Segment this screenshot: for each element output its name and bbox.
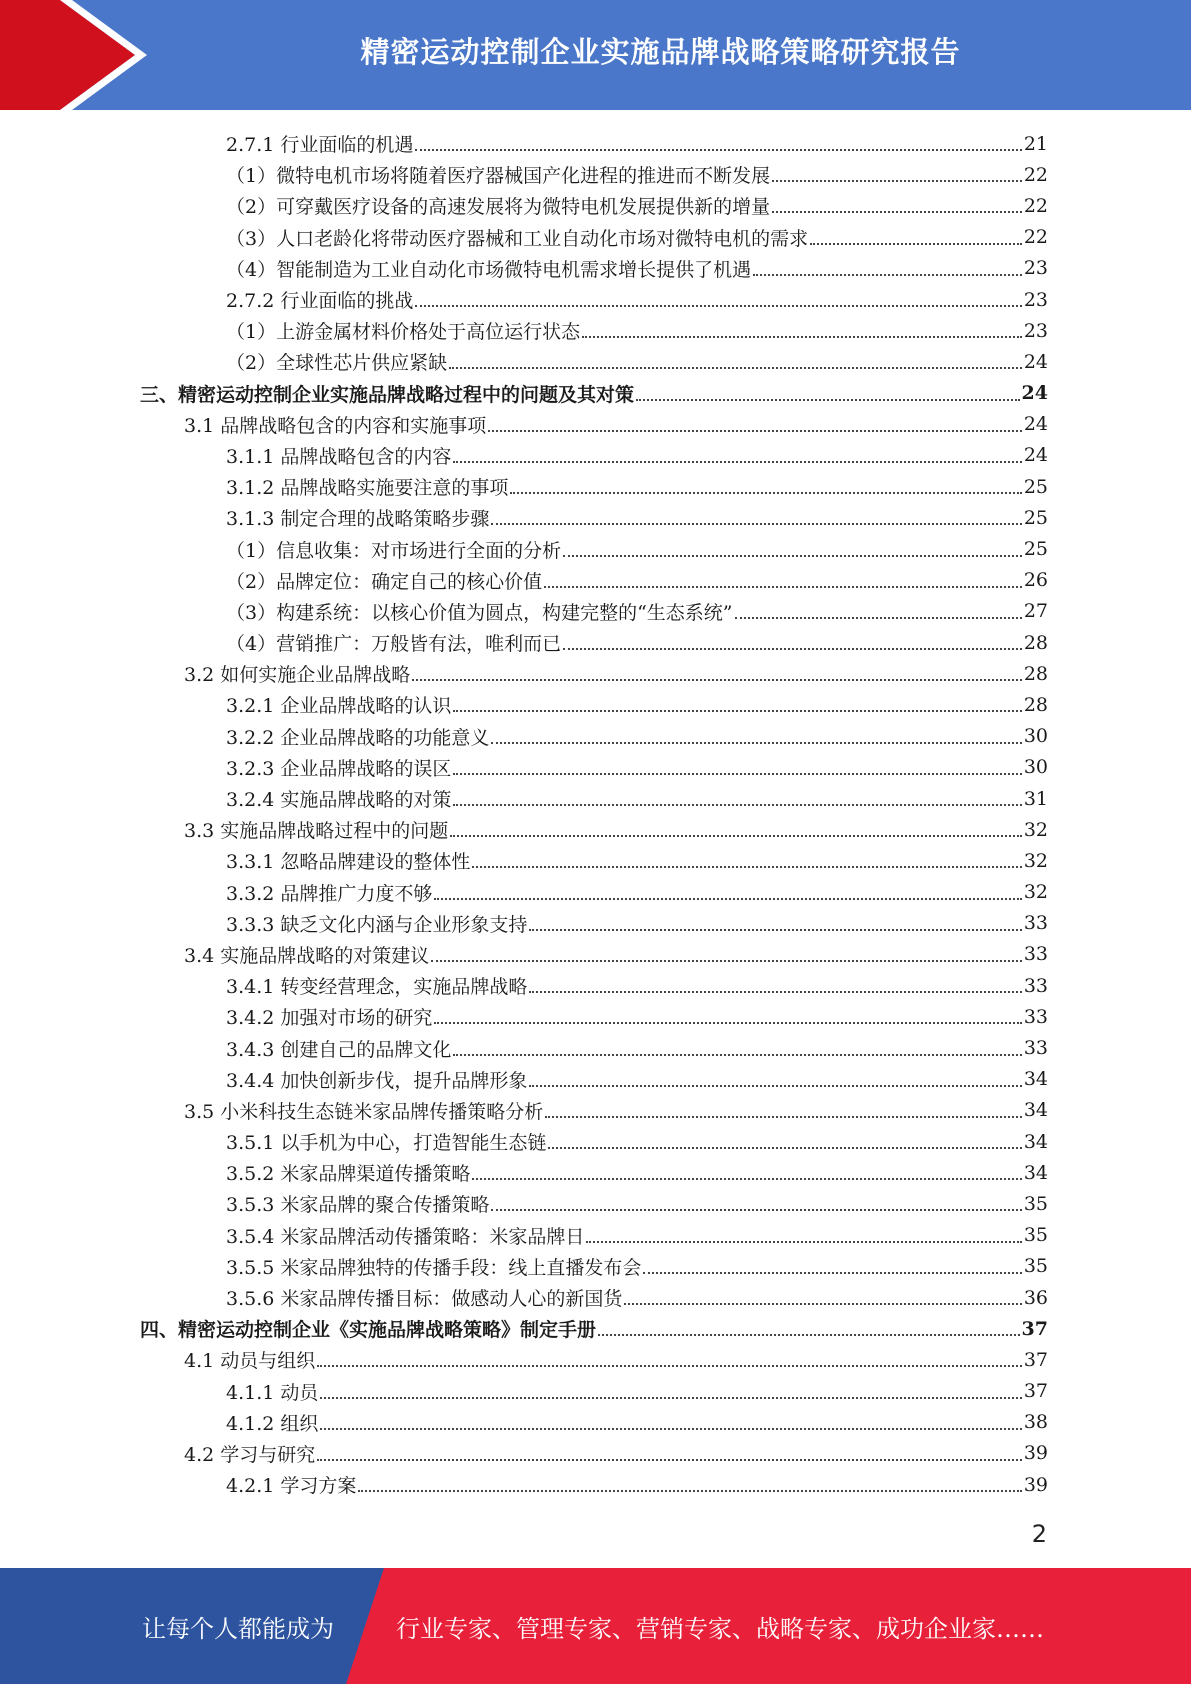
toc-entry[interactable] xyxy=(140,190,1048,221)
toc-entry-label: 3.5.6 米家品牌传播目标：做感动人心的新国货 xyxy=(226,1288,623,1311)
toc-entry-label: （4）智能制造为工业自动化市场微特电机需求增长提供了机遇 xyxy=(226,258,752,281)
toc-dot-leader xyxy=(415,286,1021,307)
toc-entry[interactable] xyxy=(140,471,1048,502)
toc-dot-leader xyxy=(582,317,1022,338)
toc-entry-label: 4.2.1 学习方案 xyxy=(226,1475,357,1498)
toc-dot-leader xyxy=(563,536,1022,557)
toc-entry-label: （4）营销推广：万般皆有法，唯利而已 xyxy=(226,633,562,656)
toc-entry-page: 28 xyxy=(1023,631,1048,654)
toc-entry-page: 32 xyxy=(1023,818,1048,841)
toc-entry-label: 3.4.1 转变经营理念，实施品牌战略 xyxy=(226,976,528,999)
table-of-contents xyxy=(140,128,1048,1500)
toc-entry[interactable] xyxy=(140,565,1048,596)
toc-entry-page: 25 xyxy=(1023,475,1048,498)
toc-entry-label: 3.2.1 企业品牌战略的认识 xyxy=(226,695,452,718)
toc-entry[interactable] xyxy=(140,1376,1048,1407)
toc-dot-leader xyxy=(488,411,1022,432)
toc-entry-page: 25 xyxy=(1023,538,1048,561)
toc-entry-page: 30 xyxy=(1023,756,1048,779)
toc-dot-leader xyxy=(358,1471,1021,1492)
toc-entry[interactable] xyxy=(140,533,1048,564)
toc-entry[interactable] xyxy=(140,1282,1048,1313)
toc-dot-leader xyxy=(586,1222,1021,1243)
toc-dot-leader xyxy=(453,785,1021,806)
toc-entry[interactable] xyxy=(140,1313,1048,1344)
toc-entry-page: 28 xyxy=(1023,693,1048,716)
toc-entry[interactable] xyxy=(140,721,1048,752)
page-footer xyxy=(0,1568,1191,1684)
toc-entry-page: 33 xyxy=(1023,1037,1048,1060)
toc-entry-label: 三、精密运动控制企业实施品牌战略过程中的问题及其对策 xyxy=(140,383,635,406)
toc-dot-leader xyxy=(320,1409,1021,1430)
toc-entry-label: （2）可穿戴医疗设备的高速发展将为微特电机发展提供新的增量 xyxy=(226,196,771,219)
toc-entry-label: （2）品牌定位：确定自己的核心价值 xyxy=(226,570,543,593)
toc-entry[interactable] xyxy=(140,222,1048,253)
toc-entry-label: 3.4.2 加强对市场的研究 xyxy=(226,1007,433,1030)
toc-entry-page: 36 xyxy=(1023,1286,1048,1309)
toc-entry-page: 33 xyxy=(1023,1005,1048,1028)
footer-slogan-left: 让每个人都能成为 xyxy=(142,1614,334,1643)
toc-entry-page: 24 xyxy=(1021,382,1048,405)
toc-dot-leader xyxy=(317,1346,1022,1367)
toc-entry-page: 22 xyxy=(1023,163,1048,186)
toc-entry[interactable] xyxy=(140,970,1048,1001)
toc-dot-leader xyxy=(563,629,1022,650)
toc-entry[interactable] xyxy=(140,814,1048,845)
toc-dot-leader xyxy=(636,380,1020,401)
toc-entry[interactable] xyxy=(140,1469,1048,1500)
toc-entry-page: 24 xyxy=(1023,413,1048,436)
toc-entry-page: 34 xyxy=(1023,1068,1048,1091)
toc-entry-page: 35 xyxy=(1023,1192,1048,1215)
toc-entry-page: 30 xyxy=(1023,725,1048,748)
toc-entry-label: 4.1.1 动员 xyxy=(226,1381,319,1404)
toc-entry[interactable] xyxy=(140,689,1048,720)
toc-dot-leader xyxy=(320,1378,1021,1399)
toc-entry-label: 3.5.1 以手机为中心，打造智能生态链 xyxy=(226,1132,547,1155)
toc-dot-leader xyxy=(453,754,1021,775)
toc-entry-label: 3.1.3 制定合理的战略策略步骤 xyxy=(226,508,490,531)
toc-entry-page: 32 xyxy=(1023,881,1048,904)
toc-dot-leader xyxy=(472,1159,1021,1180)
toc-entry-label: 四、精密运动控制企业《实施品牌战略策略》制定手册 xyxy=(140,1319,597,1342)
toc-entry[interactable] xyxy=(140,346,1048,377)
toc-entry-label: （1）上游金属材料价格处于高位运行状态 xyxy=(226,321,581,344)
toc-dot-leader xyxy=(544,567,1022,588)
toc-entry[interactable] xyxy=(140,315,1048,346)
toc-dot-leader xyxy=(491,723,1021,744)
toc-entry-page: 32 xyxy=(1023,849,1048,872)
toc-dot-leader xyxy=(412,660,1022,681)
toc-entry-page: 25 xyxy=(1023,506,1048,529)
toc-entry[interactable] xyxy=(140,783,1048,814)
toc-entry-label: （2）全球性芯片供应紧缺 xyxy=(226,352,448,375)
toc-entry-page: 34 xyxy=(1023,1161,1048,1184)
toc-entry[interactable] xyxy=(140,440,1048,471)
toc-entry-label: 3.4 实施品牌战略的对策建议 xyxy=(184,944,430,967)
toc-dot-leader xyxy=(434,879,1021,900)
toc-dot-leader xyxy=(598,1315,1020,1336)
toc-entry[interactable] xyxy=(140,502,1048,533)
footer-slogan-right: 行业专家、管理专家、营销专家、战略专家、成功企业家…… xyxy=(396,1614,1044,1643)
toc-entry-label: 2.7.2 行业面临的挑战 xyxy=(226,290,414,313)
toc-dot-leader xyxy=(450,816,1022,837)
toc-dot-leader xyxy=(510,473,1021,494)
toc-entry-label: 4.1 动员与组织 xyxy=(184,1350,316,1373)
toc-dot-leader xyxy=(449,348,1022,369)
toc-entry[interactable] xyxy=(140,1220,1048,1251)
toc-dot-leader xyxy=(317,1440,1022,1461)
toc-entry-page: 21 xyxy=(1023,132,1048,155)
toc-entry[interactable] xyxy=(140,596,1048,627)
toc-entry-page: 24 xyxy=(1023,350,1048,373)
toc-entry-page: 28 xyxy=(1023,662,1048,685)
toc-entry-page: 23 xyxy=(1023,288,1048,311)
toc-entry[interactable] xyxy=(140,877,1048,908)
toc-entry-label: 3.4.3 创建自己的品牌文化 xyxy=(226,1038,452,1061)
toc-entry-page: 24 xyxy=(1023,444,1048,467)
toc-entry[interactable] xyxy=(140,284,1048,315)
toc-entry-page: 33 xyxy=(1023,943,1048,966)
toc-entry-page: 22 xyxy=(1023,226,1048,249)
toc-entry-label: 3.1 品牌战略包含的内容和实施事项 xyxy=(184,414,487,437)
toc-entry-label: 3.2.4 实施品牌战略的对策 xyxy=(226,789,452,812)
toc-dot-leader xyxy=(434,1003,1021,1024)
toc-entry-label: 3.3 实施品牌战略过程中的问题 xyxy=(184,820,449,843)
toc-entry[interactable] xyxy=(140,1095,1048,1126)
toc-entry-page: 26 xyxy=(1023,569,1048,592)
toc-entry[interactable] xyxy=(140,1438,1048,1469)
toc-entry-label: 3.2.2 企业品牌战略的功能意义 xyxy=(226,726,490,749)
toc-entry-label: 4.1.2 组织 xyxy=(226,1412,319,1435)
toc-entry-label: 3.4.4 加快创新步伐，提升品牌形象 xyxy=(226,1069,528,1092)
toc-entry-label: 4.2 学习与研究 xyxy=(184,1443,316,1466)
toc-entry-label: （1）微特电机市场将随着医疗器械国产化进程的推进而不断发展 xyxy=(226,165,771,188)
toc-entry-page: 34 xyxy=(1023,1099,1048,1122)
toc-entry[interactable] xyxy=(140,939,1048,970)
toc-entry-page: 22 xyxy=(1023,194,1048,217)
toc-dot-leader xyxy=(643,1253,1021,1274)
toc-dot-leader xyxy=(529,1066,1021,1087)
toc-dot-leader xyxy=(491,504,1021,525)
toc-entry[interactable] xyxy=(140,1126,1048,1157)
toc-entry-page: 33 xyxy=(1023,974,1048,997)
toc-entry-label: 3.3.1 忽略品牌建设的整体性 xyxy=(226,851,471,874)
toc-entry-label: 3.5.3 米家品牌的聚合传播策略 xyxy=(226,1194,490,1217)
toc-dot-leader xyxy=(772,161,1022,182)
toc-entry-label: 2.7.1 行业面临的机遇 xyxy=(226,134,414,157)
toc-dot-leader xyxy=(453,1035,1021,1056)
toc-entry[interactable] xyxy=(140,1001,1048,1032)
toc-entry-page: 37 xyxy=(1023,1348,1048,1371)
header-arrow-shape xyxy=(0,0,160,110)
toc-dot-leader xyxy=(453,442,1021,463)
toc-entry[interactable] xyxy=(140,1188,1048,1219)
toc-entry-label: 3.5 小米科技生态链米家品牌传播策略分析 xyxy=(184,1100,544,1123)
toc-entry[interactable] xyxy=(140,658,1048,689)
toc-entry-label: 3.3.3 缺乏文化内涵与企业形象支持 xyxy=(226,913,528,936)
toc-entry-label: 3.1.2 品牌战略实施要注意的事项 xyxy=(226,477,509,500)
toc-dot-leader xyxy=(415,130,1021,151)
toc-entry-label: 3.5.5 米家品牌独特的传播手段：线上直播发布会 xyxy=(226,1256,642,1279)
toc-dot-leader xyxy=(529,972,1021,993)
toc-dot-leader xyxy=(491,1190,1021,1211)
toc-entry-page: 23 xyxy=(1023,257,1048,280)
toc-dot-leader xyxy=(431,941,1022,962)
toc-entry-page: 38 xyxy=(1023,1411,1048,1434)
toc-entry[interactable] xyxy=(140,752,1048,783)
toc-dot-leader xyxy=(624,1284,1021,1305)
page-header xyxy=(0,0,1191,110)
toc-entry-page: 23 xyxy=(1023,319,1048,342)
toc-entry[interactable] xyxy=(140,1407,1048,1438)
toc-entry[interactable] xyxy=(140,128,1048,159)
toc-dot-leader xyxy=(453,691,1021,712)
toc-entry-label: （3）人口老龄化将带动医疗器械和工业自动化市场对微特电机的需求 xyxy=(226,227,809,250)
toc-entry[interactable] xyxy=(140,908,1048,939)
toc-entry[interactable] xyxy=(140,1032,1048,1063)
toc-entry-label: （3）构建系统：以核心价值为圆点，构建完整的“生态系统” xyxy=(226,601,733,624)
toc-entry[interactable] xyxy=(140,1344,1048,1375)
toc-dot-leader xyxy=(529,910,1021,931)
toc-entry-page: 37 xyxy=(1021,1317,1048,1340)
toc-entry-page: 35 xyxy=(1023,1255,1048,1278)
toc-entry[interactable] xyxy=(140,845,1048,876)
toc-dot-leader xyxy=(472,847,1021,868)
toc-dot-leader xyxy=(810,224,1022,245)
report-title: 精密运动控制企业实施品牌战略策略研究报告 xyxy=(360,34,961,69)
toc-entry-label: 3.3.2 品牌推广力度不够 xyxy=(226,882,433,905)
toc-entry-page: 35 xyxy=(1023,1224,1048,1247)
toc-entry-page: 31 xyxy=(1023,787,1048,810)
toc-entry-page: 34 xyxy=(1023,1130,1048,1153)
toc-entry[interactable] xyxy=(140,1251,1048,1282)
page-number: 2 xyxy=(1031,1520,1047,1548)
toc-entry-page: 39 xyxy=(1023,1473,1048,1496)
toc-entry-label: 3.5.4 米家品牌活动传播策略：米家品牌日 xyxy=(226,1225,585,1248)
toc-entry-page: 27 xyxy=(1023,600,1048,623)
toc-entry[interactable] xyxy=(140,627,1048,658)
toc-entry-label: 3.1.1 品牌战略包含的内容 xyxy=(226,445,452,468)
toc-entry[interactable] xyxy=(140,378,1048,409)
toc-entry[interactable] xyxy=(140,409,1048,440)
toc-entry-page: 33 xyxy=(1023,912,1048,935)
toc-entry[interactable] xyxy=(140,159,1048,190)
toc-entry[interactable] xyxy=(140,253,1048,284)
toc-entry[interactable] xyxy=(140,1064,1048,1095)
toc-dot-leader xyxy=(753,255,1022,276)
toc-dot-leader xyxy=(545,1097,1022,1118)
toc-entry-page: 39 xyxy=(1023,1442,1048,1465)
toc-entry-page: 37 xyxy=(1023,1380,1048,1403)
toc-entry-label: 3.2.3 企业品牌战略的误区 xyxy=(226,757,452,780)
toc-entry-label: （1）信息收集：对市场进行全面的分析 xyxy=(226,539,562,562)
toc-dot-leader xyxy=(548,1128,1021,1149)
toc-dot-leader xyxy=(772,192,1022,213)
toc-entry-label: 3.5.2 米家品牌渠道传播策略 xyxy=(226,1163,471,1186)
toc-entry[interactable] xyxy=(140,1157,1048,1188)
toc-entry-label: 3.2 如何实施企业品牌战略 xyxy=(184,664,411,687)
toc-dot-leader xyxy=(735,598,1022,619)
